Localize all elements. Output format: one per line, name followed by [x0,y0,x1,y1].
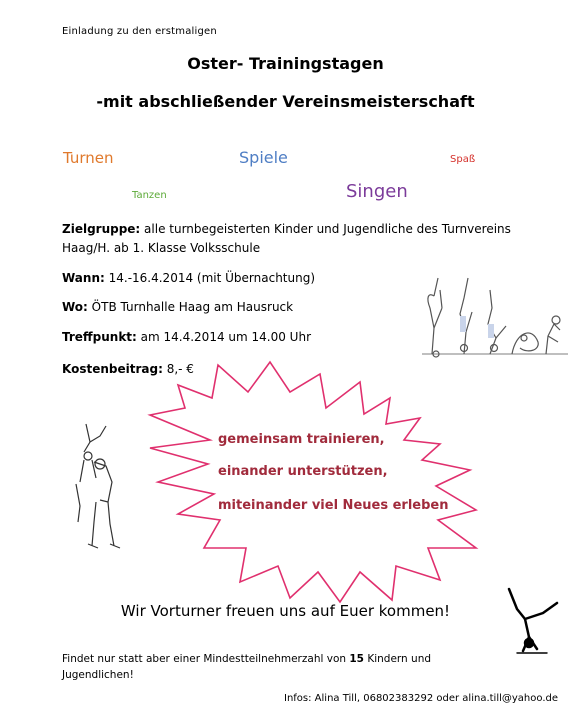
intro-text: Einladung zu den erstmaligen [62,26,217,37]
footnote-count: 15 [349,653,364,665]
title-line-2: -mit abschließender Vereinsmeisterschaft [96,92,475,111]
wo-label: Wo: [62,300,88,314]
kosten-label: Kostenbeitrag: [62,362,163,376]
minimum-participants-note [62,651,482,683]
keyword-spass: Spaß [450,154,476,165]
slogan-line-2: einander unterstützen, [218,464,388,479]
title-line-1: Oster- Trainingstagen [187,54,384,73]
contact-info: Infos: Alina Till, 06802383292 oder alina.till@yahoo.de [284,693,558,704]
footnote-after: Kindern und Jugendlichen! [62,653,432,681]
treffpunkt-value: am 14.4.2014 um 14.00 Uhr [136,330,312,344]
wann-value: 14.-16.4.2014 (mit Übernachtung) [104,271,316,285]
wo-value: ÖTB Turnhalle Haag am Hausruck [87,300,294,314]
keyword-spiele: Spiele [239,148,288,167]
gymnast-silhouette-illustration [503,585,563,660]
acrobat-pair-illustration [66,422,126,552]
keyword-singen: Singen [346,181,408,202]
kosten-value: 8,- € [162,362,194,376]
starburst-shape [150,362,476,602]
wann-label: Wann: [62,271,105,285]
slogan-line-1: gemeinsam trainieren, [218,432,385,447]
zielgruppe-value: alle turnbegeisterten Kinder und Jugendliche des Turnvereins Haag/H. ab 1. Klasse Volksschule [62,222,511,255]
footnote-before: Findet nur statt aber einer Mindestteilnehmerzahl von [62,653,350,665]
keyword-turnen: Turnen [63,149,114,167]
slogan-line-3: miteinander viel Neues erleben [218,498,449,513]
keyword-tanzen: Tanzen [132,190,167,201]
closing-line: Wir Vorturner freuen uns auf Euer kommen! [120,602,451,620]
treffpunkt-label: Treffpunkt: [62,330,137,344]
zielgruppe-label: Zielgruppe: [62,222,141,236]
